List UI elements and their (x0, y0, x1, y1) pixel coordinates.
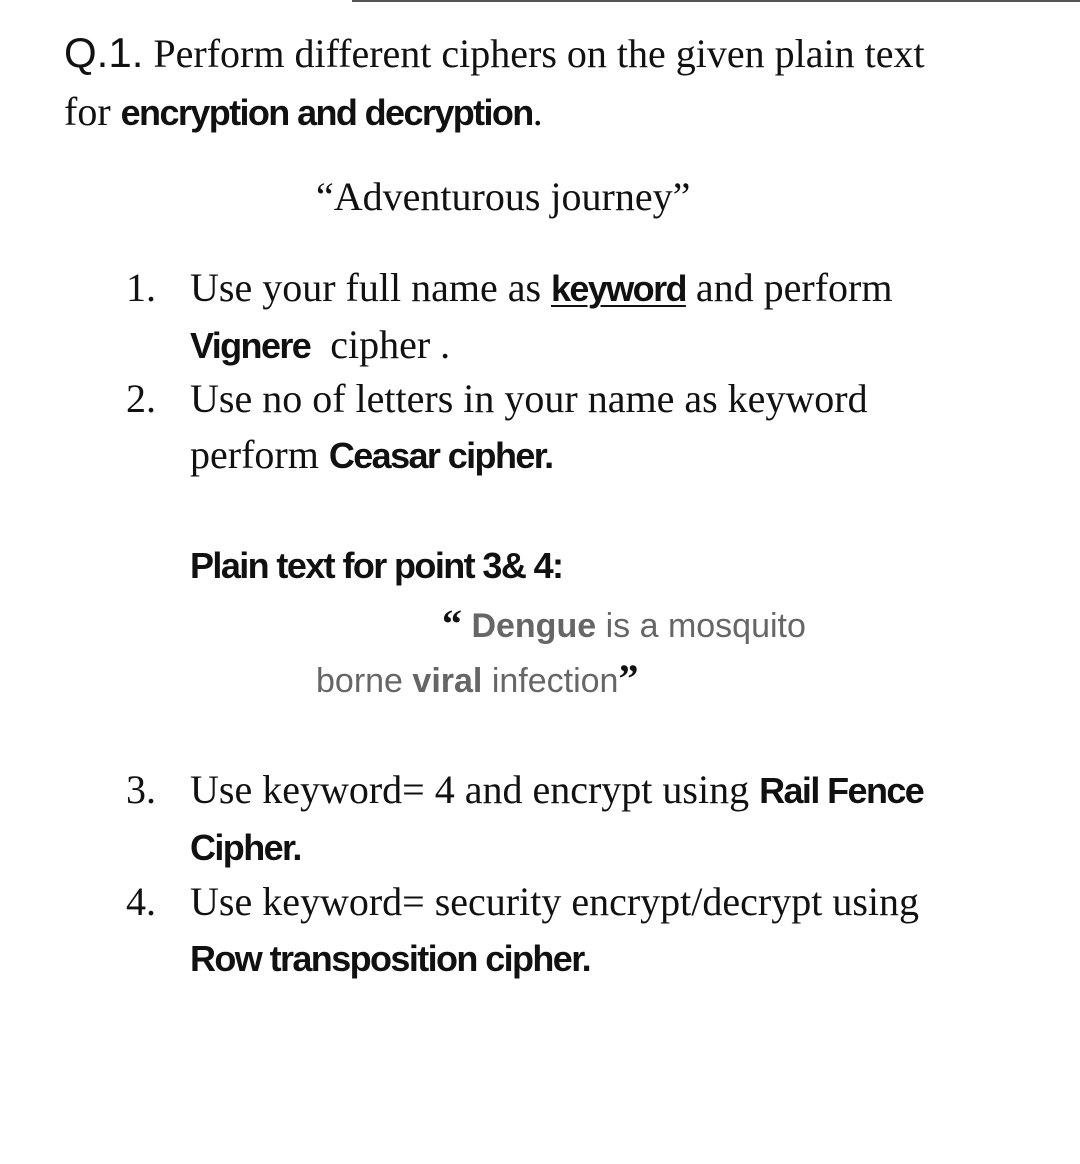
plain-text-2-line-2 (316, 651, 638, 709)
item-2-line-1: Use no of letters in your name as keyword (190, 376, 868, 421)
question-line-2-prefix: for (64, 89, 111, 134)
item-4-line-1: Use keyword= security encrypt/decrypt using (190, 879, 920, 924)
top-rule (352, 0, 1080, 2)
item-1-line-2-bold: Vignere (190, 325, 311, 366)
plain-text-1: “Adventurous journey” (316, 174, 691, 219)
question-number: Q.1. (64, 29, 144, 76)
question-title (64, 24, 925, 142)
word-dengue: Dengue (471, 607, 597, 645)
item-1-line-1-suffix: and perform (695, 265, 893, 310)
word-viral: viral (412, 662, 483, 700)
item-1-line-2-suffix: cipher . (330, 322, 451, 367)
list-item-text (190, 260, 892, 374)
plain-text-2-line-2-rest: infection (491, 662, 619, 700)
item-1-line-1-prefix: Use your full name as (190, 265, 542, 310)
list-item-text (190, 762, 923, 876)
question-line-2-bold: encryption and decryption (120, 92, 533, 133)
list-item-3 (126, 762, 1026, 874)
item-4-line-2-bold: Row transposition cipher. (190, 938, 591, 979)
keyword-underlined: keyword (551, 268, 686, 309)
item-3-line-1-prefix: Use keyword= 4 and encrypt using (190, 767, 750, 812)
item-3-line-1-bold: Rail Fence (759, 770, 924, 811)
list-item-4 (126, 874, 1026, 986)
subheading: Plain text for point 3& 4: (190, 545, 563, 586)
close-quote: ” (618, 656, 639, 701)
item-2-line-2-bold: Ceasar cipher. (328, 435, 553, 476)
list-item-number: 2. (126, 376, 156, 421)
question-line-2-suffix: . (532, 89, 543, 134)
plain-text-2-line-1 (442, 596, 806, 654)
question-line-2 (64, 83, 925, 142)
list-item-1 (126, 260, 1026, 372)
list-item-number: 4. (126, 879, 156, 924)
item-3-line-2-bold: Cipher. (190, 827, 301, 868)
question-line-1 (64, 24, 925, 83)
list-item-number: 3. (126, 767, 156, 812)
list-item-2 (126, 371, 1026, 483)
plain-text-2-line-1-rest: is a mosquito (605, 607, 806, 645)
question-line-1-text: Perform different ciphers on the given plain text (153, 31, 925, 76)
list-item-text (190, 874, 919, 987)
open-quote: “ (442, 601, 462, 646)
list-item-number: 1. (126, 265, 156, 310)
plain-text-2-line-2-prefix: borne (316, 662, 403, 700)
item-2-line-2-prefix: perform (190, 432, 319, 477)
list-item-text (190, 371, 868, 484)
